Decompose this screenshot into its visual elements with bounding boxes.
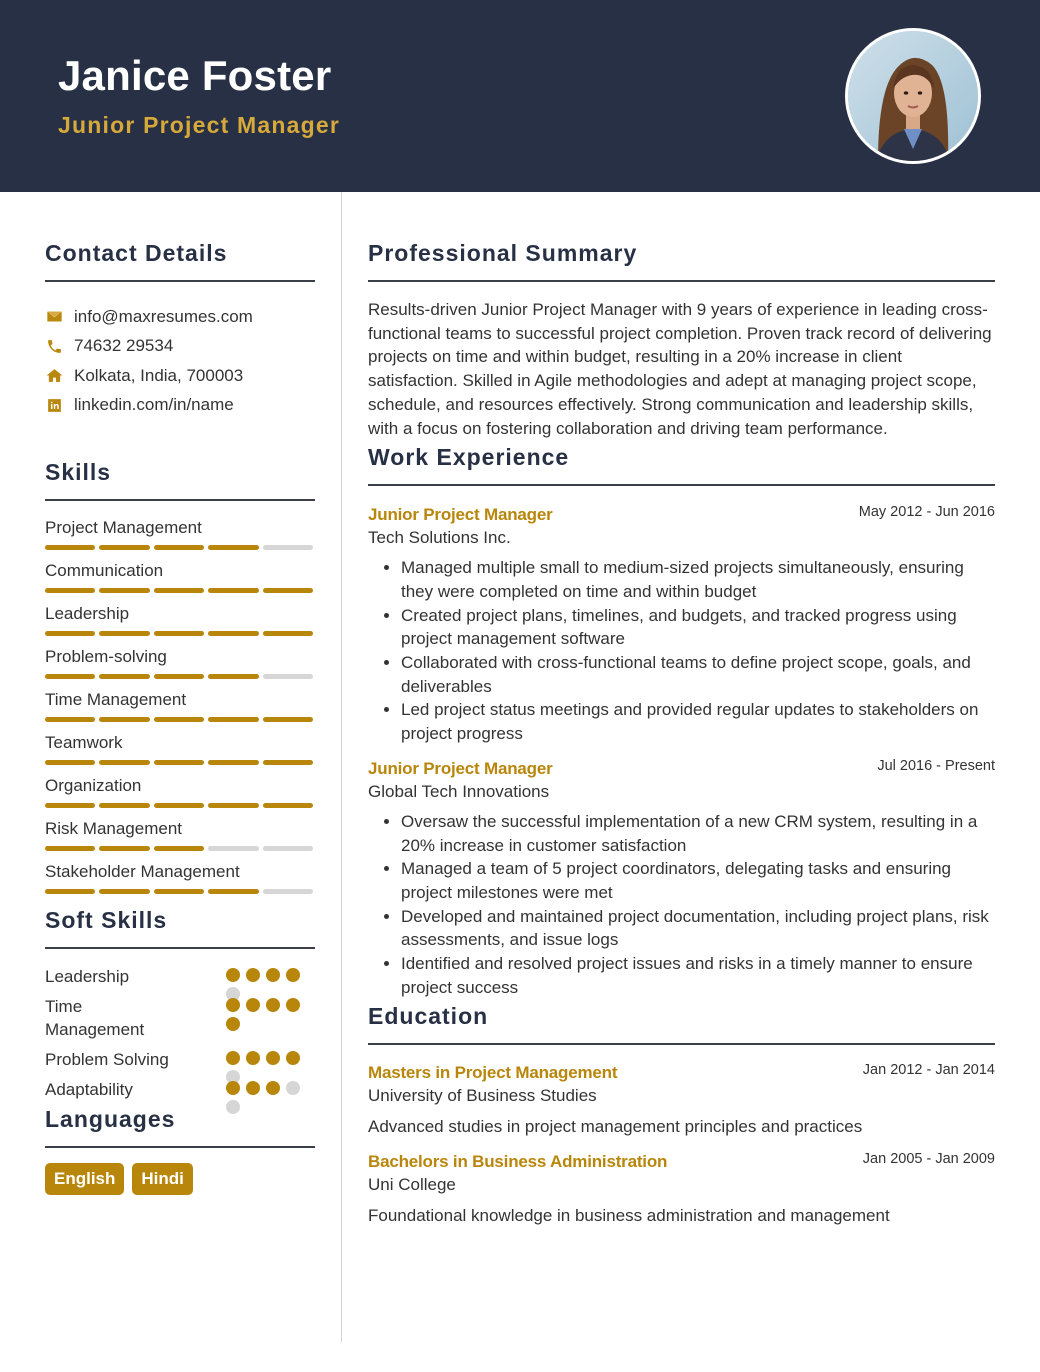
degree-dates: Jan 2012 - Jan 2014 [862,1062,995,1079]
skill-level-segment [154,760,204,765]
skill-level-bar [45,846,313,851]
experience-heading: Work Experience [368,444,570,471]
skill-level-bar [45,803,313,808]
soft-skill-rating [226,998,306,1031]
rating-dot [266,1081,280,1095]
rating-dot [286,998,300,1012]
job-bullets [368,810,995,1000]
rating-dot [266,968,280,982]
rating-dot [286,968,300,982]
left-column [45,192,315,1195]
degree-title: Masters in Project Management [368,1063,618,1083]
skill-level-segment [154,545,204,550]
summary-heading: Professional Summary [368,240,638,266]
section-rule [45,1146,315,1148]
contact-linkedin[interactable] [45,391,315,421]
list-item: • Collaborated with cross-functional teams to define project scope, goals, and deliverables [401,651,995,698]
job-title: Junior Project Manager [368,505,553,525]
skill-level-segment [154,588,204,593]
skill-level-segment [208,588,258,593]
soft-skill-name: Adaptability [45,1080,133,1099]
soft-skills-section [45,903,315,1106]
degree-title: Bachelors in Business Administration [368,1152,668,1172]
profile-photo-portrait [848,31,978,161]
skill-level-segment [154,846,204,851]
skills-section [45,455,315,903]
skill-level-segment [99,631,149,636]
skill-level-segment [99,588,149,593]
skill-level-segment [263,760,313,765]
skill-row [45,516,315,559]
soft-skill-name: Problem Solving [45,1050,169,1069]
school-name: University of Business Studies [368,1086,597,1106]
skill-name: Problem-solving [45,647,167,666]
skill-level-segment [154,803,204,808]
list-item: • Created project plans, timelines, and budgets, and tracked progress using project management software [401,604,995,651]
education-section [368,999,995,1227]
skill-level-segment [99,674,149,679]
contact-location-text: Kolkata, India, 700003 [74,365,244,385]
soft-skill-row [45,993,315,1046]
skill-row [45,688,315,731]
skill-name: Stakeholder Management [45,862,240,881]
rating-dot [246,998,260,1012]
school-name: Uni College [368,1175,456,1195]
experience-entry [368,503,995,746]
section-rule [45,499,315,501]
rating-dot [266,998,280,1012]
skill-name: Time Management [45,690,187,709]
list-item: • Identified and resolved project issues and risks in a timely manner to ensure project success [401,952,995,999]
skill-level-segment [208,631,258,636]
degree-description: Foundational knowledge in business administration and management [368,1206,890,1226]
rating-dot [226,998,240,1012]
skill-level-segment [208,889,258,894]
soft-skills-list [45,963,315,1106]
skill-row [45,817,315,860]
job-dates: May 2012 - Jun 2016 [858,504,995,521]
candidate-name: Janice Foster [58,52,332,99]
skill-row [45,860,315,903]
rating-dot [246,968,260,982]
rating-dot [286,1051,300,1065]
skill-level-segment [208,760,258,765]
contact-email[interactable] [45,302,315,332]
skill-level-segment [45,889,95,894]
skill-name: Risk Management [45,819,183,838]
contact-location [45,361,315,391]
rating-dot [226,1051,240,1065]
skill-row [45,645,315,688]
skill-level-segment [154,631,204,636]
skill-name: Organization [45,776,142,795]
skill-level-bar [45,760,313,765]
resume-header [0,0,1040,192]
languages-section [45,1102,315,1195]
contact-email-text: info@maxresumes.com [74,306,253,326]
contact-linkedin-text: linkedin.com/in/name [74,395,234,415]
skill-row [45,731,315,774]
job-bullets [368,556,995,746]
skill-level-segment [208,674,258,679]
home-icon [45,367,63,385]
list-item: • Led project status meetings and provided regular updates to stakeholders on project progress [401,698,995,745]
skill-level-segment [45,717,95,722]
skill-level-segment [263,889,313,894]
skill-level-segment [154,717,204,722]
skill-level-segment [45,846,95,851]
rating-dot [246,1051,260,1065]
skill-level-segment [263,717,313,722]
experience-section [368,440,995,999]
skill-level-bar [45,545,313,550]
phone-icon [45,337,63,355]
skill-name: Communication [45,561,164,580]
job-dates: Jul 2016 - Present [877,757,995,774]
rating-dot [286,1081,300,1095]
company-name: Global Tech Innovations [368,781,550,801]
section-rule [368,484,995,486]
education-heading: Education [368,1003,489,1030]
contact-section [45,236,315,420]
skill-level-bar [45,674,313,679]
list-item: • Managed multiple small to medium-sized projects simultaneously, ensuring they were completed on time and within budget [401,556,995,603]
list-item: • Managed a team of 5 project coordinators, delegating tasks and ensuring project milestones were met [401,857,995,904]
skill-level-segment [45,631,95,636]
profile-photo [845,28,981,164]
skill-level-segment [45,760,95,765]
skill-level-segment [99,803,149,808]
education-entry [368,1061,995,1138]
skill-level-segment [45,674,95,679]
skill-row [45,602,315,645]
rating-dot [226,1081,240,1095]
linkedin-icon [45,396,63,414]
degree-dates: Jan 2005 - Jan 2009 [862,1151,995,1168]
languages-list [45,1163,315,1195]
summary-section [368,236,995,440]
rating-dot [226,968,240,982]
skill-level-segment [208,545,258,550]
column-divider [341,192,342,1342]
soft-skills-heading: Soft Skills [45,907,168,933]
skill-level-segment [208,846,258,851]
right-column [368,192,995,1227]
contact-phone-text: 74632 29534 [74,336,174,356]
soft-skill-rating [226,1081,306,1114]
skill-level-segment [154,674,204,679]
skill-name: Project Management [45,518,202,537]
language-badge: Hindi [132,1163,193,1195]
envelope-icon [45,308,63,326]
soft-skill-row [45,1046,315,1076]
skill-name: Teamwork [45,733,123,752]
skill-level-segment [208,717,258,722]
skill-level-segment [99,545,149,550]
soft-skill-row [45,963,315,993]
skill-level-segment [263,545,313,550]
skill-level-bar [45,631,313,636]
skill-level-segment [45,803,95,808]
languages-heading: Languages [45,1106,176,1132]
skill-level-segment [99,846,149,851]
skill-level-segment [263,588,313,593]
skill-level-segment [45,545,95,550]
skill-level-bar [45,588,313,593]
soft-skill-name: Leadership [45,967,130,986]
contact-heading: Contact Details [45,240,228,266]
skill-level-bar [45,889,313,894]
rating-dot [226,1017,240,1031]
company-name: Tech Solutions Inc. [368,528,511,548]
rating-dot [226,1100,240,1114]
skill-level-segment [263,803,313,808]
contact-phone[interactable] [45,332,315,362]
skills-heading: Skills [45,459,112,485]
skill-level-segment [45,588,95,593]
summary-text: Results-driven Junior Project Manager with 9 years of experience in leading cross-functional teams to successful project completion. Proven track record of delivering projects on time and within budget, resulting in a 20% increase in client satisfaction. Skilled in Agile methodologies and adept at managing project scope, schedule, and resources effectively. Strong communication and leadership skills, with a focus on fostering collaboration and driving team performance. [368,300,992,438]
experience-entry [368,757,995,1000]
skill-level-segment [263,674,313,679]
skills-list [45,516,315,903]
skill-level-segment [99,760,149,765]
section-rule [45,280,315,282]
skill-level-segment [208,803,258,808]
list-item: • Oversaw the successful implementation of a new CRM system, resulting in a 20% increase in customer satisfaction [401,810,995,857]
skill-row [45,559,315,602]
list-item: • Developed and maintained project documentation, including project plans, risk assessments, and issue logs [401,905,995,952]
section-rule [45,947,315,949]
rating-dot [246,1081,260,1095]
job-title: Junior Project Manager [368,758,553,778]
section-rule [368,1043,995,1045]
skill-level-segment [263,846,313,851]
education-entry [368,1150,995,1227]
candidate-title: Junior Project Manager [58,112,341,138]
skill-level-segment [263,631,313,636]
language-badge: English [45,1163,124,1195]
skill-level-bar [45,717,313,722]
skill-row [45,774,315,817]
skill-level-segment [99,717,149,722]
soft-skill-row [45,1076,315,1106]
skill-level-segment [99,889,149,894]
section-rule [368,280,995,282]
degree-description: Advanced studies in project management principles and practices [368,1117,863,1137]
skill-name: Leadership [45,604,130,623]
soft-skill-name: Time Management [45,997,145,1039]
skill-level-segment [154,889,204,894]
rating-dot [266,1051,280,1065]
